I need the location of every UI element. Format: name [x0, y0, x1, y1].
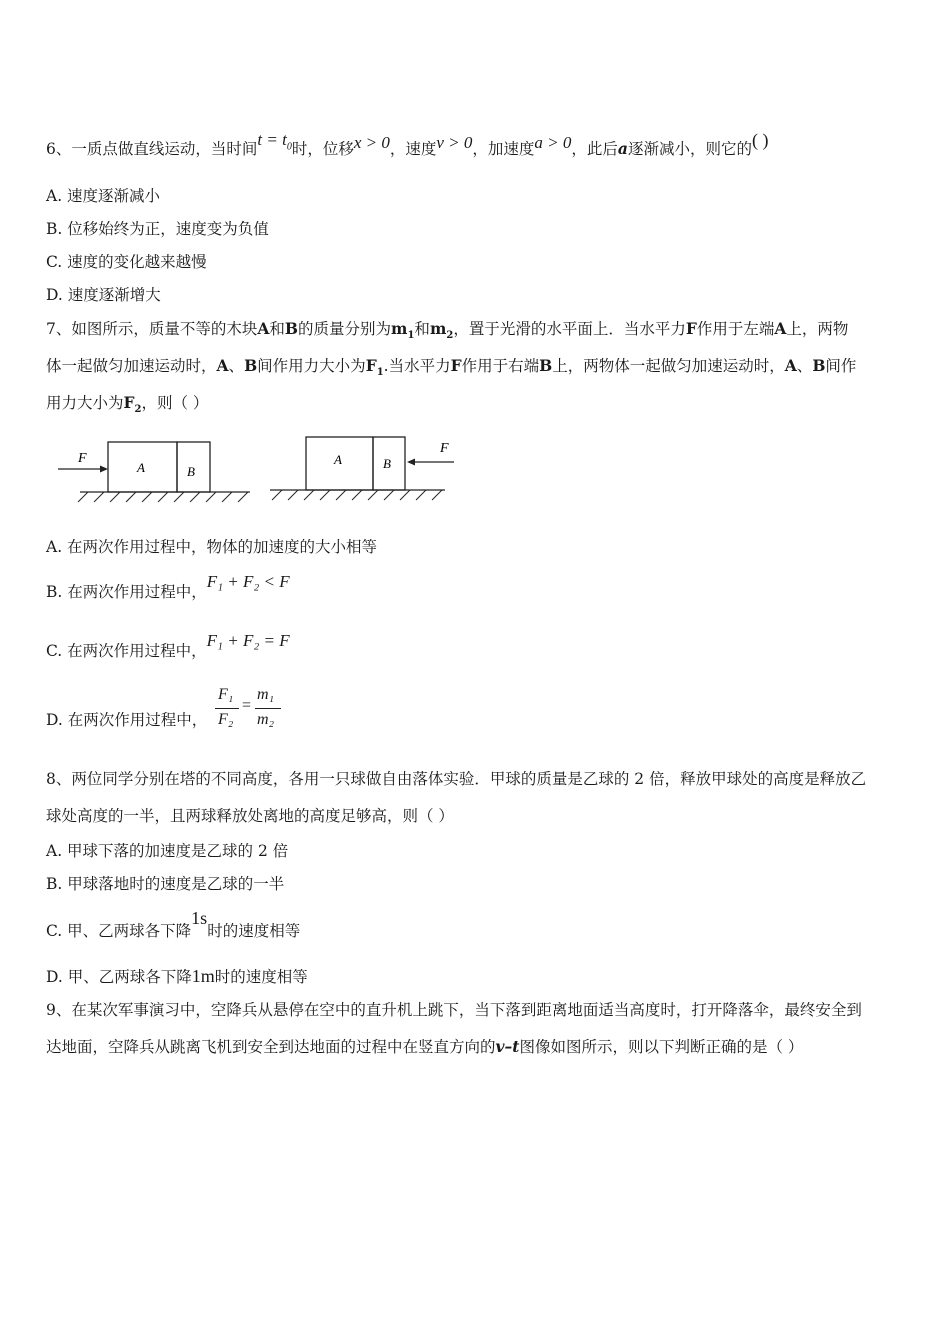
q8-option-a: A. 甲球下落的加速度是乙球的 2 倍 — [46, 842, 289, 860]
q8-option-c: C. 甲、乙两球各下降1s时的速度相等 — [46, 908, 301, 940]
q6-answer-paren: ( ) — [751, 130, 769, 150]
q6-number: 6、 — [46, 140, 72, 158]
q6-option-d: D. 速度逐渐增大 — [46, 286, 161, 304]
q8-option-c-math: 1s — [191, 908, 208, 928]
q6-option-b: B. 位移始终为正，速度变为负值 — [46, 220, 269, 238]
q6-stem: 6、一质点做直线运动，当时间$t = t_0$时，位移x > 0，速度v > 0，加速度a > 0，此后a逐渐减小，则它的( ) — [46, 130, 769, 158]
q7-option-d: D. 在两次作用过程中， — [46, 711, 208, 729]
q7-option-a: A. 在两次作用过程中，物体的加速度的大小相等 — [46, 538, 378, 556]
q6-math-acceleration: a > 0 — [534, 133, 572, 152]
q8-option-b: B. 甲球落地时的速度是乙球的一半 — [46, 875, 285, 893]
q7-figure-right — [270, 437, 454, 500]
q8-option-d-math: 1m — [191, 966, 215, 986]
label-a-left: A — [137, 460, 145, 475]
q7-stem-line1: 7、如图所示，质量不等的木块A和B的质量分别为$m_1$和$m_2$，置于光滑的水平面上．当水平力F作用于左端A上，两物 — [46, 319, 849, 342]
q6-option-a: A. 速度逐渐减小 — [46, 187, 161, 205]
q6-option-c: C. 速度的变化越来越慢 — [46, 253, 207, 271]
q8-option-d: D. 甲、乙两球各下降1m时的速度相等 — [46, 966, 308, 986]
q7-stem-line3: 用力大小为$F_2$，则（ ） — [46, 393, 209, 416]
label-b-left: B — [187, 464, 195, 479]
q9-stem-line1: 9、在某次军事演习中，空降兵从悬停在空中的直升机上跳下，当下落到距离地面适当高度时，打开降落伞，最终安全到 — [46, 1001, 862, 1019]
q7-option-c-math: F₁ + F₂ = F — [206, 631, 290, 650]
label-a-right: A — [334, 452, 342, 467]
force-label-left: F — [78, 451, 87, 466]
q8-stem-line2: 球处高度的一半，且两球释放处离地的高度足够高，则（ ） — [46, 807, 454, 825]
q7-option-b-math: F₁ + F₂ < F — [206, 572, 290, 591]
q6-math-displacement: x > 0 — [353, 133, 390, 152]
q6-math-velocity: v > 0 — [436, 133, 473, 152]
q7-stem-line2: 体一起做匀加速运动时，A、B间作用力大小为$F_1$.当水平力F作用于右端B上，两物体一起做匀加速运动时，A、B间作 — [46, 356, 857, 379]
q8-stem-line1: 8、两位同学分别在塔的不同高度，各用一只球做自由落体实验．甲球的质量是乙球的 2 倍，释放甲球处的高度是释放乙 — [46, 770, 867, 788]
q7-option-d-math: F₁ F₂ = m₁ m₂ — [215, 686, 285, 736]
q7-option-c: C. 在两次作用过程中，F₁ + F₂ = F — [46, 631, 290, 660]
q7-figure — [50, 430, 470, 525]
q7-figure-left — [58, 442, 250, 502]
force-label-right: F — [440, 441, 449, 456]
q6-math-time: $t = t_0$ — [257, 130, 292, 153]
q7-option-b: B. 在两次作用过程中，F₁ + F₂ < F — [46, 572, 290, 601]
label-b-right: B — [383, 456, 391, 471]
q9-stem-line2: 达地面，空降兵从跳离飞机到安全到达地面的过程中在竖直方向的v–t图像如图所示，则以下判断正确的是（ ） — [46, 1037, 804, 1056]
